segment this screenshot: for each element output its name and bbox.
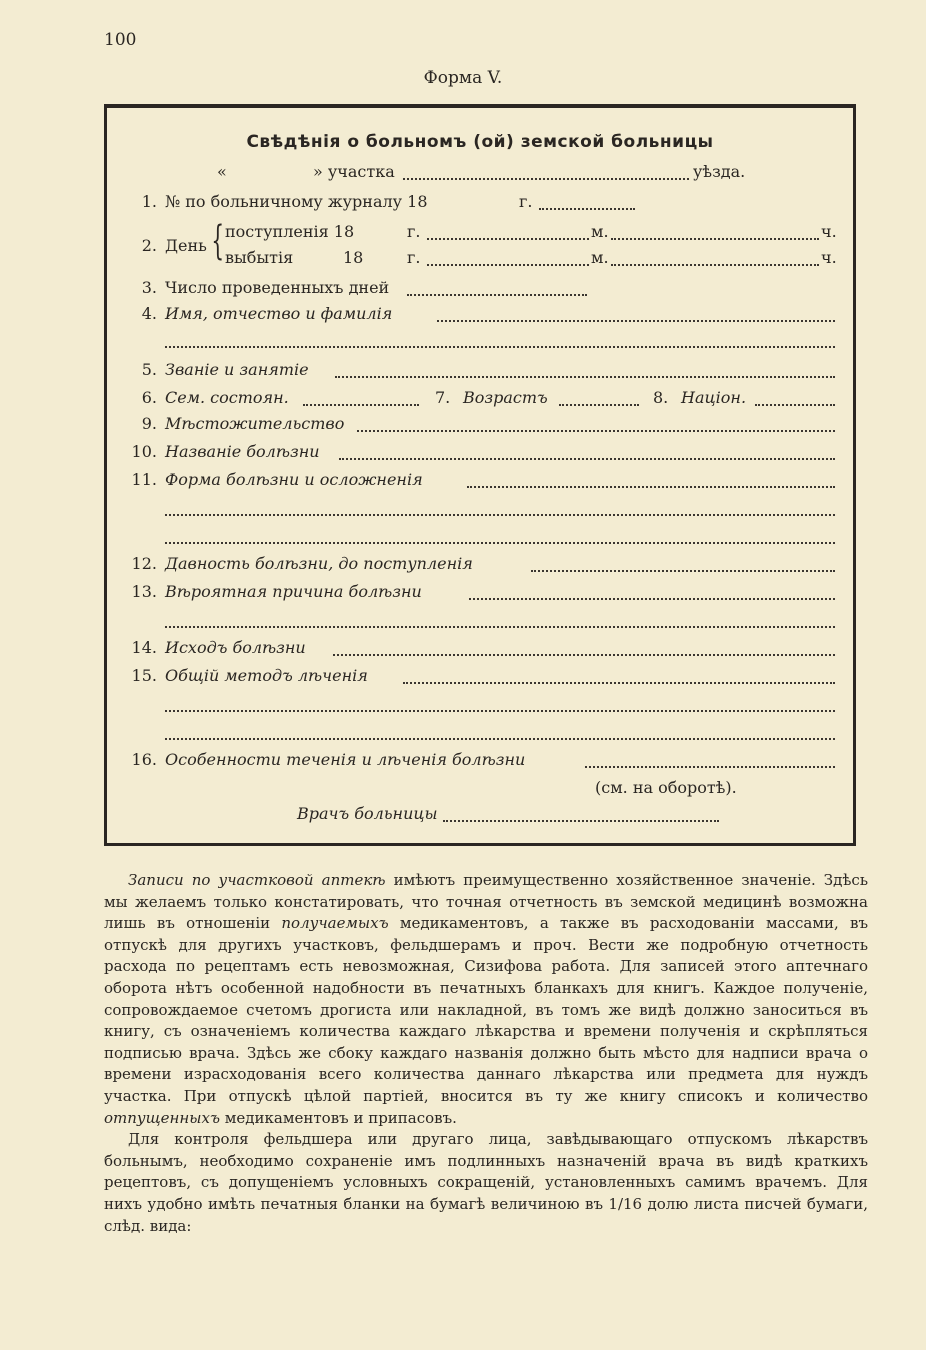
- discharge-time-blank[interactable]: [611, 264, 819, 266]
- paragraph-pharmacy-records: [104, 870, 868, 1129]
- fraction: 1/16: [608, 1194, 643, 1213]
- patient-form: [104, 104, 856, 846]
- field-number: 9.: [141, 414, 157, 433]
- paragraph-lead: Записи по участковой аптекѣ: [128, 871, 386, 889]
- field-label: Общій методъ лѣченія: [165, 666, 368, 685]
- field-day: [107, 218, 853, 274]
- disease-form-blank-3[interactable]: [165, 542, 835, 544]
- field-number: 2.: [141, 236, 157, 255]
- field-label: № по больничному журналу 18: [165, 192, 428, 211]
- treatment-blank[interactable]: [403, 682, 835, 684]
- form-heading: Свѣдѣнія о больномъ (ой) земской больницы: [246, 132, 714, 152]
- cause-blank[interactable]: [469, 598, 835, 600]
- field-label: Возрастъ: [463, 388, 548, 407]
- features-blank[interactable]: [585, 766, 835, 768]
- discharge-label: выбытія: [225, 248, 294, 267]
- year-g: г.: [519, 192, 533, 211]
- paragraph-feldsher-control: [104, 1129, 868, 1237]
- name-blank[interactable]: [437, 320, 835, 322]
- field-label: День: [165, 236, 207, 255]
- field-label: Исходъ болѣзни: [165, 638, 306, 657]
- residence-blank[interactable]: [357, 430, 835, 432]
- field-label: Вѣроятная причина болѣзни: [165, 582, 422, 601]
- field-number: 10.: [131, 442, 157, 461]
- journal-blank[interactable]: [539, 208, 635, 210]
- page-number: 100: [104, 30, 137, 50]
- doctor-signature-blank[interactable]: [443, 820, 719, 822]
- field-label: Особенности теченія и лѣченія болѣзни: [165, 750, 526, 769]
- form-title: Форма V.: [423, 68, 503, 88]
- admission-m: м.: [591, 222, 609, 241]
- uezd-label: уѣзда.: [693, 162, 746, 181]
- outcome-blank[interactable]: [333, 654, 835, 656]
- emphasis-text: отпущенныхъ: [104, 1108, 220, 1127]
- field-label: Число проведенныхъ дней: [165, 278, 390, 297]
- field-number: 8.: [653, 388, 669, 407]
- cause-blank-2[interactable]: [165, 626, 835, 628]
- paragraph-text: долю листа писчей бумаги, слѣд. вида:: [104, 1194, 869, 1235]
- field-number: 6.: [141, 388, 157, 407]
- field-number: 1.: [141, 192, 157, 211]
- field-label: Націон.: [681, 388, 747, 407]
- field-number: 12.: [131, 554, 157, 573]
- family-blank[interactable]: [303, 404, 419, 406]
- district-label: » участка: [313, 162, 395, 181]
- field-label: Мѣстожительство: [165, 414, 345, 433]
- disease-form-blank-2[interactable]: [165, 514, 835, 516]
- district-blank[interactable]: [403, 178, 689, 180]
- field-number: 4.: [141, 304, 157, 323]
- discharge-year: 18: [343, 248, 364, 267]
- field-number: 13.: [131, 582, 157, 601]
- paragraph-text: медикаментовъ, а также въ расходованіи массами, въ отпускѣ для другихъ участковъ, фельдшерамъ и проч. Вести же подробную отчетность расхода по рецептамъ есть невозможная, Сизифова работа. Для записей этого аптечнаго оборота нѣтъ особенной надобности въ печатныхъ бланкахъ для книгъ. Каждое полученіе, сопровождаемое счетомъ дрогиста или накладной, въ томъ же видѣ должно заноситься въ книгу, съ означеніемъ количества каждаго лѣкарства и времени полученія и скрѣпляться подписью врача. Здѣсь же сбоку каждаго названія должно быть мѣсто для надписи врача о времени израсходованія всего количества даннаго лѣкарства или предмета для нуждъ участка. При отпускѣ цѣлой партіей, вносится въ ту же книгу списокъ и количество: [104, 914, 868, 1105]
- field-label: Названіе болѣзни: [165, 442, 320, 461]
- discharge-g: г.: [407, 248, 421, 267]
- field-number: 11.: [131, 470, 157, 489]
- treatment-blank-2[interactable]: [165, 710, 835, 712]
- disease-blank[interactable]: [339, 458, 835, 460]
- disease-form-blank[interactable]: [467, 486, 835, 488]
- field-number: 7.: [435, 388, 451, 407]
- field-number: 5.: [141, 360, 157, 379]
- admission-date-blank[interactable]: [427, 238, 589, 240]
- duration-blank[interactable]: [531, 570, 835, 572]
- field-label: Имя, отчество и фамилія: [165, 304, 393, 323]
- field-number: 16.: [131, 750, 157, 769]
- field-number: 3.: [141, 278, 157, 297]
- admission-g: г.: [407, 222, 421, 241]
- nation-blank[interactable]: [755, 404, 835, 406]
- doctor-label: Врачъ больницы: [297, 804, 438, 823]
- admission-label: поступленія 18: [225, 222, 355, 241]
- field-label: Сем. состоян.: [165, 388, 289, 407]
- treatment-blank-3[interactable]: [165, 738, 835, 740]
- admission-time-blank[interactable]: [611, 238, 819, 240]
- admission-ch: ч.: [821, 222, 837, 241]
- occupation-blank[interactable]: [335, 376, 835, 378]
- discharge-m: м.: [591, 248, 609, 267]
- field-number: 15.: [131, 666, 157, 685]
- name-blank-2[interactable]: [165, 346, 835, 348]
- field-label: Форма болѣзни и осложненія: [165, 470, 423, 489]
- quote-open: «: [217, 162, 227, 181]
- field-number: 14.: [131, 638, 157, 657]
- body-text: [104, 870, 868, 1237]
- discharge-date-blank[interactable]: [427, 264, 589, 266]
- paragraph-text: Для контроля фельдшера или другаго лица, завѣдывающаго отпускомъ лѣкарствъ больнымъ, необходимо сохраненіе имъ подлинныхъ назначеній врача въ видѣ краткихъ рецептовъ, съ допущеніемъ условныхъ сокращеній, установленныхъ самимъ врачемъ. Для нихъ удобно имѣть печатныя бланки на бумагѣ величиною въ: [104, 1130, 868, 1213]
- days-blank[interactable]: [407, 294, 587, 296]
- brace-glyph: {: [211, 218, 225, 264]
- field-label: Званіе и занятіе: [165, 360, 309, 379]
- paragraph-text: медикаментовъ и припасовъ.: [219, 1108, 457, 1127]
- paragraph-text: имѣютъ преимущественно хозяйственное значеніе. Здѣсь мы желаемъ только констатировать, что точная отчетность въ земской медицинѣ возможна лишь въ отношеніи: [104, 871, 868, 933]
- age-blank[interactable]: [559, 404, 639, 406]
- emphasis-text: получаемыхъ: [281, 914, 389, 933]
- discharge-ch: ч.: [821, 248, 837, 267]
- field-label: Давность болѣзни, до поступленія: [165, 554, 473, 573]
- see-back-label: (см. на оборотѣ).: [595, 778, 737, 797]
